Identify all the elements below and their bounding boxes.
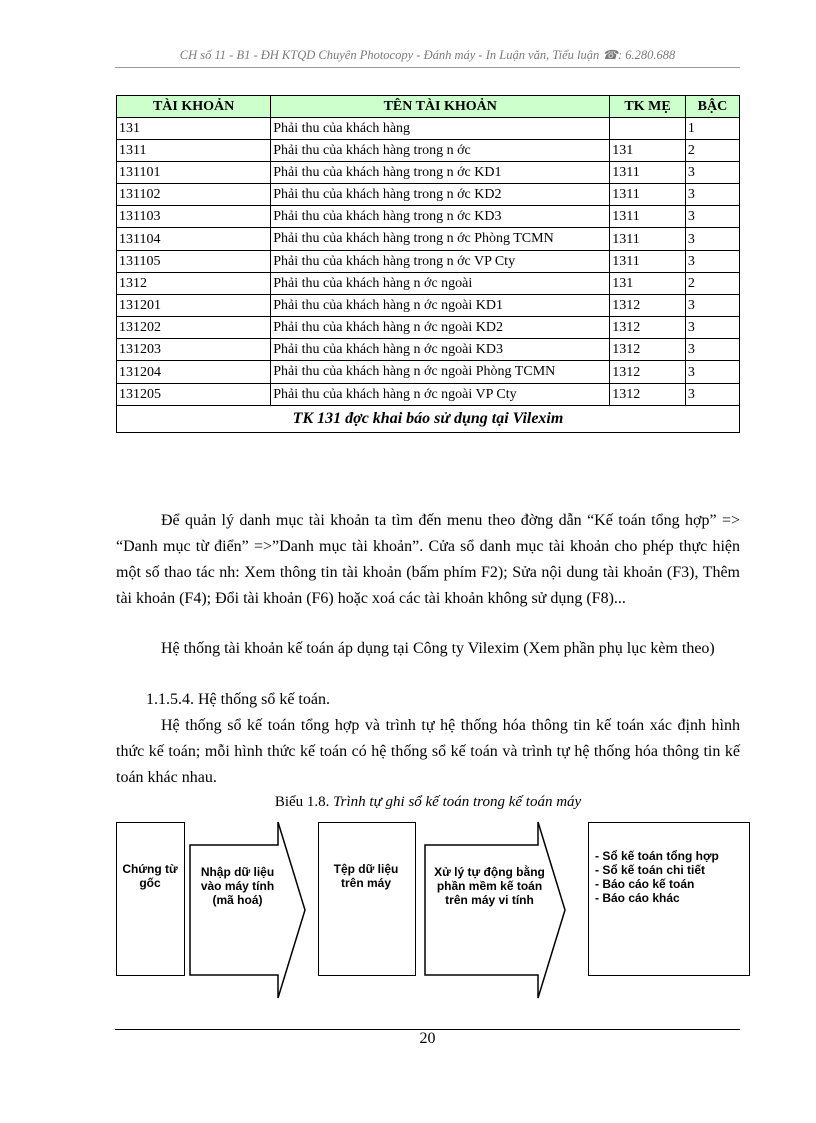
- flow-label-auto-processing: Xử lý tự động bằng phần mềm kế toán trên máy vi tính: [434, 865, 545, 907]
- cell-level: 3: [685, 251, 739, 273]
- cell-parent-account: 1311: [610, 184, 686, 206]
- col-header-account: TÀI KHOẢN: [117, 96, 271, 118]
- cell-account-name: Phải thu của khách hàng n ớc ngoài: [271, 273, 610, 295]
- cell-account-name: Phải thu của khách hàng trong n ớc: [271, 140, 610, 162]
- cell-account-name: Phải thu của khách hàng n ớc ngoài VP Cty: [271, 384, 610, 406]
- cell-account-name: Phải thu của khách hàng: [271, 118, 610, 140]
- cell-parent-account: 131: [610, 140, 686, 162]
- cell-level: 3: [685, 228, 739, 251]
- cell-account-name: Phải thu của khách hàng n ớc ngoài KD3: [271, 339, 610, 361]
- cell-account-name: Phải thu của khách hàng trong n ớc KD2: [271, 184, 610, 206]
- flow-output-item: - Báo cáo kế toán: [595, 877, 695, 891]
- page-header: CH số 11 - B1 - ĐH KTQD Chuyên Photocopy - Đánh máy - In Luận văn, Tiểu luận ☎: 6.280.688: [179, 48, 676, 62]
- figure-caption-title: Trình tự ghi sổ kế toán trong kế toán máy: [333, 794, 582, 810]
- cell-account-code: 131104: [117, 228, 271, 251]
- figure-caption-prefix: Biểu 1.8.: [274, 794, 330, 810]
- flow-label-source-documents: Chứng từ gốc: [122, 862, 178, 890]
- paragraph-account-menu: Để quản lý danh mục tài khoản ta tìm đến menu theo đờng dẫn “Kế toán tổng hợp” => “Danh mục từ điển” =>”Danh mục tài khoản”. Cửa sổ danh mục tài khoản cho phép thực hiện một số thao tác nh: Xem thông tin tài khoản (bấm phím F2); Sửa nội dung tài khoản (F3), Thêm tài khoản (F4); Đổi tài khoản (F6) hoặc xoá các tài khoản không sử dụng (F8)...: [116, 512, 740, 607]
- cell-level: 1: [685, 118, 739, 140]
- flow-output-list: [595, 849, 719, 905]
- col-header-level: BẬC: [685, 96, 739, 118]
- cell-account-code: 131203: [117, 339, 271, 361]
- cell-account-code: 131: [117, 118, 271, 140]
- flow-output-item: - Báo cáo khác: [595, 891, 680, 905]
- paragraph-account-system: Hệ thống tài khoản kế toán áp dụng tại Công ty Vilexim (Xem phần phụ lục kèm theo): [161, 640, 715, 657]
- page-number: 20: [419, 1030, 436, 1047]
- flow-label-data-file: Tệp dữ liệu trên máy: [333, 862, 399, 890]
- col-header-account-name: TÊN TÀI KHOẢN: [271, 96, 610, 118]
- cell-parent-account: 1311: [610, 228, 686, 251]
- cell-account-code: 131202: [117, 317, 271, 339]
- flow-box-data-file: [318, 822, 416, 976]
- cell-account-name: Phải thu của khách hàng n ớc ngoài KD1: [271, 295, 610, 317]
- flow-arrow-process: [425, 822, 565, 998]
- cell-account-name: Phải thu của khách hàng trong n ớc KD3: [271, 206, 610, 228]
- cell-level: 3: [685, 295, 739, 317]
- cell-account-code: 1312: [117, 273, 271, 295]
- col-header-parent: TK MẸ: [610, 96, 686, 118]
- cell-level: 3: [685, 339, 739, 361]
- cell-account-name: Phải thu của khách hàng trong n ớc Phòng TCMN: [271, 228, 610, 251]
- cell-level: 2: [685, 273, 739, 295]
- cell-parent-account: 1312: [610, 361, 686, 384]
- cell-level: 3: [685, 384, 739, 406]
- cell-account-code: 131101: [117, 162, 271, 184]
- cell-account-name: Phải thu của khách hàng trong n ớc VP Cty: [271, 251, 610, 273]
- flow-arrow-input: [190, 822, 305, 998]
- cell-account-code: 131201: [117, 295, 271, 317]
- cell-parent-account: 1312: [610, 339, 686, 361]
- flow-box-outputs: [588, 822, 750, 976]
- section-heading: 1.1.5.4. Hệ thống sổ kế toán.: [146, 691, 330, 708]
- cell-level: 3: [685, 361, 739, 384]
- cell-account-code: 131105: [117, 251, 271, 273]
- flow-output-item: - Sổ kế toán chi tiết: [595, 863, 706, 877]
- flow-box-source-documents: [116, 822, 185, 976]
- cell-account-code: 131204: [117, 361, 271, 384]
- cell-parent-account: 1311: [610, 206, 686, 228]
- cell-parent-account: 1312: [610, 317, 686, 339]
- table-caption: TK 131 đợc khai báo sử dụng tại Vilexim: [117, 406, 740, 433]
- cell-level: 3: [685, 184, 739, 206]
- cell-parent-account: 131: [610, 273, 686, 295]
- cell-account-name: Phải thu của khách hàng n ớc ngoài Phòng TCMN: [271, 361, 610, 384]
- cell-level: 3: [685, 317, 739, 339]
- cell-parent-account: 1312: [610, 295, 686, 317]
- cell-account-name: Phải thu của khách hàng n ớc ngoài KD2: [271, 317, 610, 339]
- cell-level: 2: [685, 140, 739, 162]
- flow-output-item: - Sổ kế toán tổng hợp: [595, 849, 719, 863]
- cell-parent-account: 1311: [610, 251, 686, 273]
- cell-account-name: Phải thu của khách hàng trong n ớc KD1: [271, 162, 610, 184]
- paragraph-bookkeeping: Hệ thống sổ kế toán tổng hợp và trình tự hệ thống hóa thông tin kế toán xác định hình thức kế toán; mỗi hình thức kế toán có hệ thống sổ kế toán và trình tự hệ thống hóa thông tin kế toán khác nhau.: [116, 717, 740, 786]
- cell-account-code: 131103: [117, 206, 271, 228]
- cell-account-code: 131205: [117, 384, 271, 406]
- cell-parent-account: 1312: [610, 384, 686, 406]
- cell-level: 3: [685, 162, 739, 184]
- cell-account-code: 1311: [117, 140, 271, 162]
- cell-account-code: 131102: [117, 184, 271, 206]
- cell-level: 3: [685, 206, 739, 228]
- flow-label-data-entry: Nhập dữ liệu vào máy tính (mã hoá): [200, 865, 275, 907]
- cell-parent-account: 1311: [610, 162, 686, 184]
